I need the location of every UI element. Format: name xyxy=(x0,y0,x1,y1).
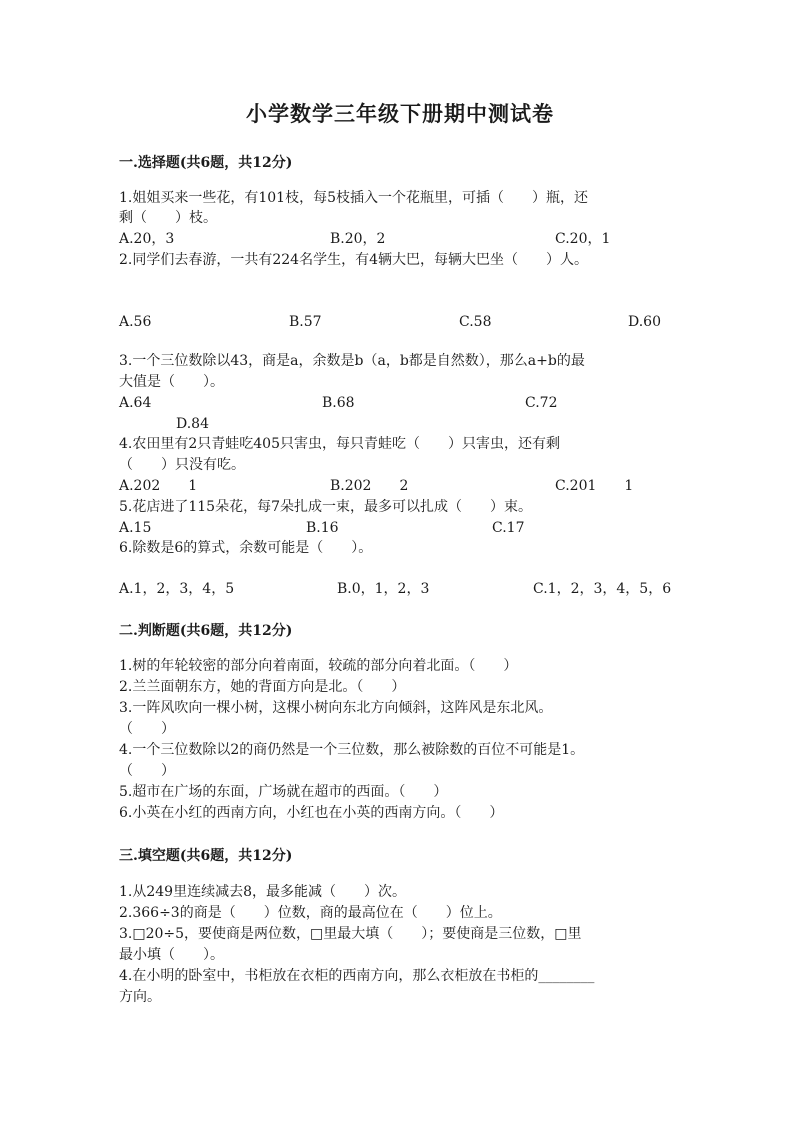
option-a: A.202 1 xyxy=(119,478,198,494)
option-b: B.68 xyxy=(322,395,355,411)
option-a: A.64 xyxy=(119,395,152,411)
question-text: （ ）只没有吃。 xyxy=(119,457,245,473)
question-text: 6.小英在小红的西南方向，小红也在小英的西南方向。（ ） xyxy=(119,805,504,821)
section-heading-judgement: 二.判断题(共6题，共12分) xyxy=(119,623,293,639)
option-a: A.1，2，3，4，5 xyxy=(119,581,235,597)
option-c: C.72 xyxy=(525,395,558,411)
option-c: C.201 1 xyxy=(555,478,634,494)
option-b: B.16 xyxy=(306,520,339,536)
question-text: 大值是（ ）。 xyxy=(119,374,224,390)
question-text: 2.兰兰面朝东方，她的背面方向是北。（ ） xyxy=(119,679,406,695)
question-text: 1.树的年轮较密的部分向着南面，较疏的部分向着北面。（ ） xyxy=(119,658,518,674)
question-text: 4.农田里有2只青蛙吃405只害虫，每只青蛙吃（ ）只害虫，还有剩 xyxy=(119,436,560,452)
section-heading-fill: 三.填空题(共6题，共12分) xyxy=(119,848,293,864)
question-text: （ ） xyxy=(119,763,175,779)
section-heading-choice: 一.选择题(共6题，共12分) xyxy=(119,155,293,171)
question-text: 2.366÷3的商是（ ）位数，商的最高位在（ ）位上。 xyxy=(119,905,502,921)
option-c: C.17 xyxy=(492,520,525,536)
question-text: 4.一个三位数除以2的商仍然是一个三位数，那么被除数的百位不可能是1。 xyxy=(119,742,585,758)
question-text: （ ） xyxy=(119,721,175,737)
question-text: 5.花店进了115朵花，每7朵扎成一束，最多可以扎成（ ）束。 xyxy=(119,499,532,515)
option-d: D.60 xyxy=(628,314,661,330)
question-text: 最小填（ ）。 xyxy=(119,947,224,963)
question-text: 6.除数是6的算式，余数可能是（ ）。 xyxy=(119,540,373,556)
option-b: B.0，1，2，3 xyxy=(337,581,430,597)
option-b: B.57 xyxy=(289,314,322,330)
option-c: C.1，2，3，4，5，6 xyxy=(533,581,672,597)
option-a: A.15 xyxy=(119,520,152,536)
option-a: A.20，3 xyxy=(119,231,175,247)
option-a: A.56 xyxy=(119,314,152,330)
question-text: 3.一阵风吹向一棵小树，这棵小树向东北方向倾斜，这阵风是东北风。 xyxy=(119,700,553,716)
question-text: 剩（ ）枝。 xyxy=(119,210,217,226)
question-text: 1.从249里连续减去8，最多能减（ ）次。 xyxy=(119,884,406,900)
question-text: 5.超市在广场的东面，广场就在超市的西面。（ ） xyxy=(119,784,448,800)
question-text: 方向。 xyxy=(119,989,161,1005)
option-c: C.20，1 xyxy=(555,231,611,247)
option-c: C.58 xyxy=(459,314,492,330)
question-text: 3.□20÷5，要使商是两位数，□里最大填（ ）；要使商是三位数，□里 xyxy=(119,926,582,942)
option-d: D.84 xyxy=(176,416,209,432)
question-text: 1.姐姐买来一些花，有101枝，每5枝插入一个花瓶里，可插（ ）瓶，还 xyxy=(119,190,588,206)
option-b: B.202 2 xyxy=(330,478,409,494)
option-b: B.20，2 xyxy=(330,231,386,247)
question-text: 3.一个三位数除以43，商是a，余数是b（a，b都是自然数），那么a+b的最 xyxy=(119,353,585,369)
question-text: 4.在小明的卧室中，书柜放在衣柜的西南方向，那么衣柜放在书柜的________ xyxy=(119,968,595,984)
page-title: 小学数学三年级下册期中测试卷 xyxy=(246,101,554,126)
question-text: 2.同学们去春游，一共有224名学生，有4辆大巴，每辆大巴坐（ ）人。 xyxy=(119,252,588,268)
